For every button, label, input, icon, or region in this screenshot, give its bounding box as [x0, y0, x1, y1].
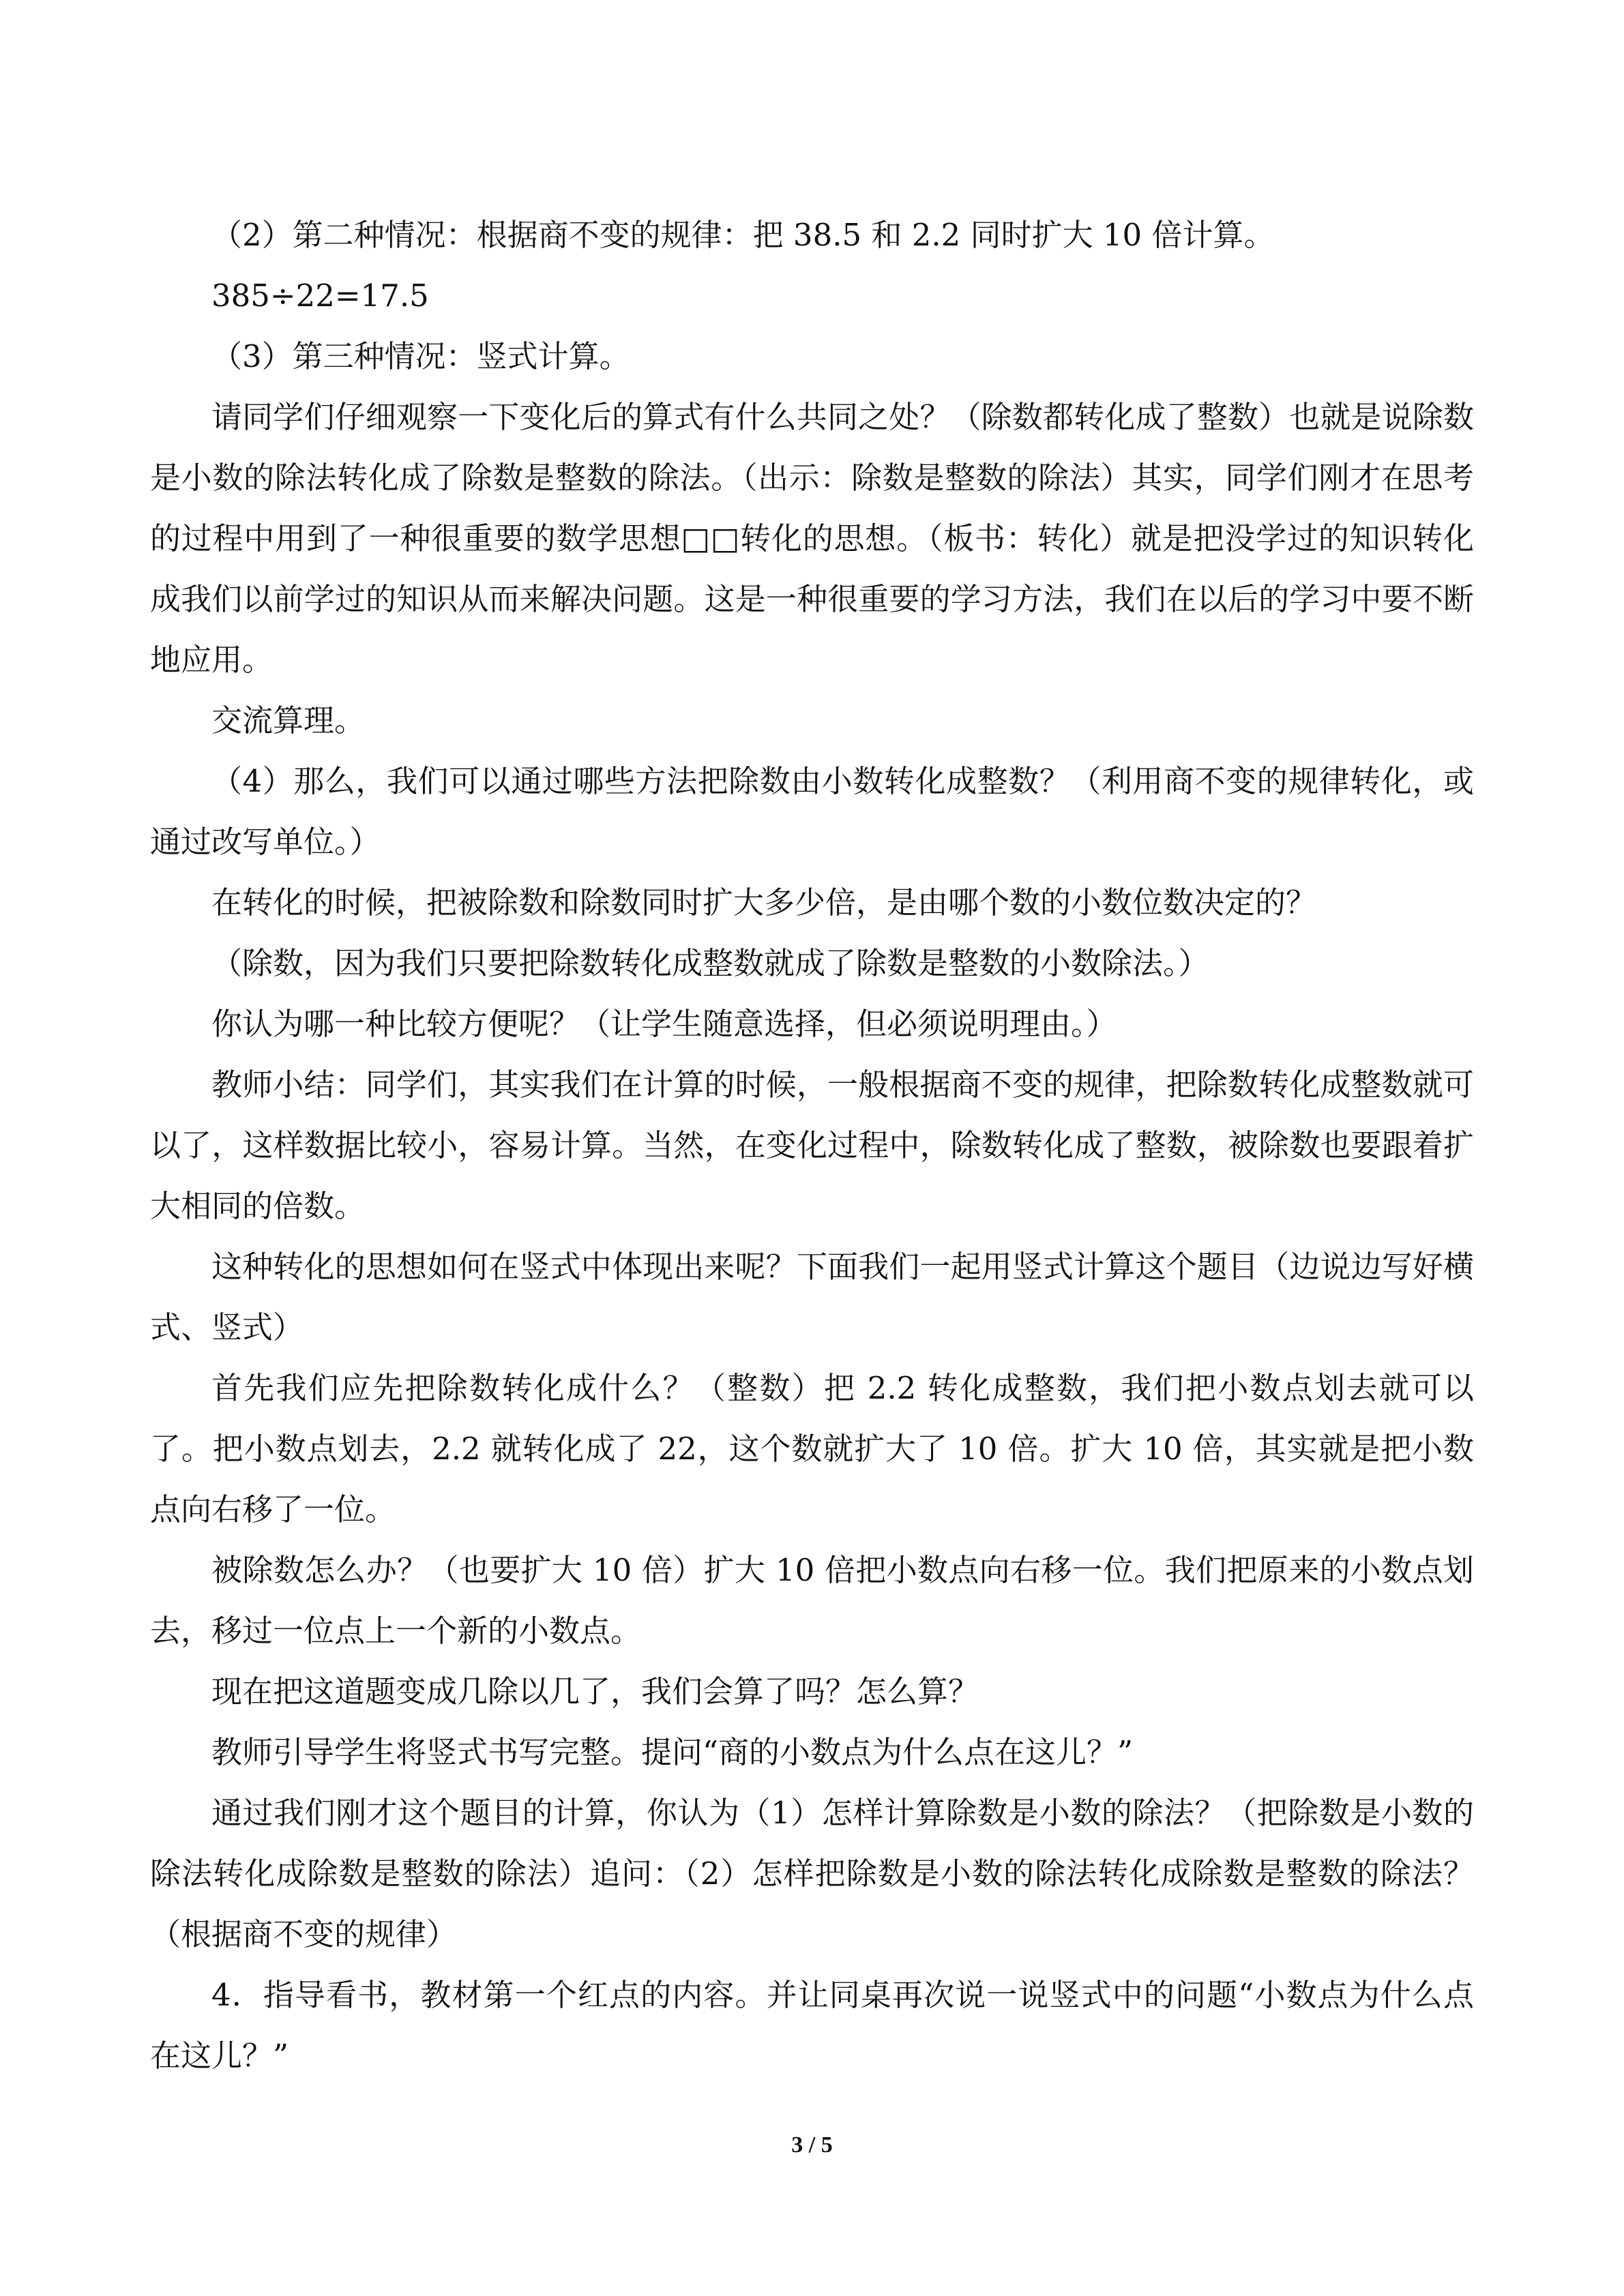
paragraph-vertical-form: 这种转化的思想如何在竖式中体现出来呢？下面我们一起用竖式计算这个题目（边说边写好横式、竖式） — [150, 1249, 1474, 1345]
paragraph-divisor: 首先我们应先把除数转化成什么？（整数）把 2.2 转化成整数，我们把小数点划去就可以了。把小数点划去，2.2 就转化成了 22，这个数就扩大了 10 倍。扩大 10 倍，其实就是把小数点向右移了一位。 — [150, 1370, 1474, 1527]
paragraph-summary: 教师小结：同学们，其实我们在计算的时候，一般根据商不变的规律，把除数转化成整数就可以了，这样数据比较小，容易计算。当然，在变化过程中，除数转化成了整数，被除数也要跟着扩大相同的倍数。 — [150, 1067, 1474, 1224]
paragraph-observation: 请同学们仔细观察一下变化后的算式有什么共同之处？（除数都转化成了整数）也就是说除数是小数的除法转化成了除数是整数的除法。（出示：除数是整数的除法）其实，同学们刚才在思考的过程中用到了一种很重要的数学思想□□转化的思想。（板书：转化）就是把没学过的知识转化成我们以前学过的知识从而来解决问题。这是一种很重要的学习方法，我们在以后的学习中要不断地应用。 — [150, 399, 1474, 678]
document-body — [150, 205, 1474, 2086]
page-number: 3 / 5 — [791, 2132, 833, 2158]
paragraph-reading-guide: 4．指导看书，教材第一个红点的内容。并让同桌再次说一说竖式中的问题“小数点为什么点在这儿？” — [150, 1977, 1474, 2074]
paragraph-case-4: （4）那么，我们可以通过哪些方法把除数由小数转化成整数？（利用商不变的规律转化，或通过改写单位。） — [150, 763, 1474, 860]
paragraph-choice: 你认为哪一种比较方便呢？（让学生随意选择，但必须说明理由。） — [211, 1006, 1117, 1042]
paragraph-case-3: （3）第三种情况：竖式计算。 — [211, 338, 630, 374]
paragraph-guide: 教师引导学生将竖式书写完整。提问“商的小数点为什么点在这儿？” — [211, 1734, 1134, 1770]
paragraph-exchange: 交流算理。 — [211, 702, 366, 739]
paragraph-calculate: 现在把这道题变成几除以几了，我们会算了吗？怎么算？ — [211, 1673, 979, 1710]
paragraph-dividend: 被除数怎么办？（也要扩大 10 倍）扩大 10 倍把小数点向右移一位。我们把原来的小数点划去，移过一位点上一个新的小数点。 — [150, 1552, 1474, 1649]
paragraph-equation: 385÷22=17.5 — [211, 278, 429, 314]
paragraph-answer: （除数，因为我们只要把除数转化成整数就成了除数是整数的小数除法。） — [211, 945, 1209, 981]
paragraph-question: 在转化的时候，把被除数和除数同时扩大多少倍，是由哪个数的小数位数决定的？ — [211, 884, 1317, 921]
paragraph-review: 通过我们刚才这个题目的计算，你认为（1）怎样计算除数是小数的除法？（把除数是小数的除法转化成除数是整数的除法）追问：（2）怎样把除数是小数的除法转化成除数是整数的除法？（根据商不变的规律） — [150, 1795, 1474, 1952]
paragraph-case-2: （2）第二种情况：根据商不变的规律：把 38.5 和 2.2 同时扩大 10 倍计算。 — [211, 217, 1275, 253]
